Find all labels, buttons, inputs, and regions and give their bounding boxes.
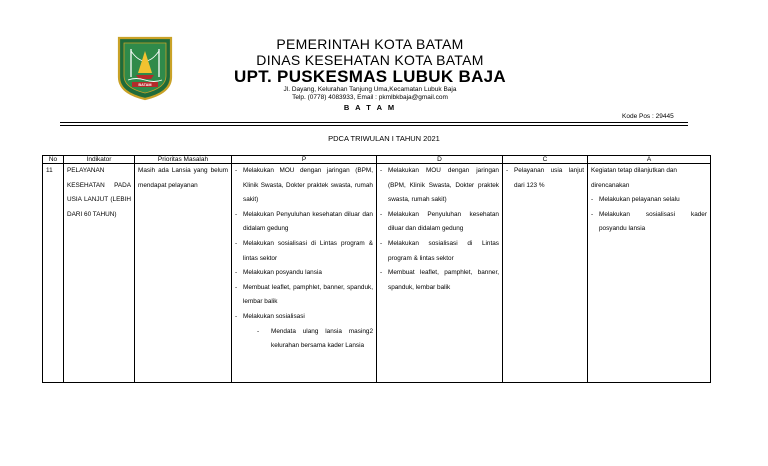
do-item: - Melakukan sosialisasi di Lintas program & lintas sektor	[380, 237, 499, 266]
document-title: PDCA TRIWULAN I TAHUN 2021	[328, 134, 440, 143]
header-institution: UPT. PUSKESMAS LUBUK BAJA	[234, 67, 506, 86]
do-item: - Melakukan MOU dengan jaringan (BPM, Klinik Swasta, Dokter praktek swasta, rumah sakit)	[380, 164, 499, 208]
cell-prioritas: Masih ada Lansia yang belum mendapat pelayanan	[135, 164, 232, 383]
cell-plan	[232, 164, 377, 383]
act-item: - Melakukan pelayanan selalu	[591, 193, 707, 208]
plan-item	[235, 310, 373, 354]
header-act: A	[588, 156, 711, 164]
pdca-table	[42, 155, 711, 383]
do-list	[380, 164, 499, 295]
plan-item-label: Melakukan sosialisasi	[243, 312, 305, 320]
plan-item: - Melakukan Penyuluhan kesehatan diluar dan didalam gedung	[235, 208, 373, 237]
cell-no: 11	[43, 164, 64, 383]
act-list	[591, 193, 707, 237]
act-item: - Melakukan sosialisasi kader posyandu lansia	[591, 208, 707, 237]
header-divider-thin	[60, 125, 688, 126]
header-contact: Telp. (0778) 4083933, Email : pkmlbkbaja@gmail.com	[292, 94, 448, 101]
plan-list	[235, 164, 373, 354]
cell-do	[377, 164, 503, 383]
plan-item: - Membuat leaflet, pamphlet, banner, spanduk, lembar balik	[235, 281, 373, 310]
cell-check	[503, 164, 588, 383]
header-city: B A T A M	[343, 103, 397, 112]
check-item: - Pelayanan usia lanjut dari 123 %	[506, 164, 584, 193]
plan-item: - Melakukan sosialisasi di Lintas program & lintas sektor	[235, 237, 373, 266]
header-department: DINAS KESEHATAN KOTA BATAM	[256, 52, 484, 68]
table-header-row	[43, 156, 711, 164]
cell-act	[588, 164, 711, 383]
header-check: C	[503, 156, 588, 164]
plan-sub-list	[243, 325, 373, 354]
header-divider-thick	[60, 122, 688, 123]
table-row	[43, 164, 711, 383]
header-address: Jl. Dayang, Kelurahan Tanjung Uma,Kecamatan Lubuk Baja	[283, 86, 457, 93]
do-item: - Melakukan Penyuluhan kesehatan diluar dan didalam gedung	[380, 208, 499, 237]
batam-city-emblem	[116, 35, 174, 101]
postal-code: Kode Pos : 29445	[622, 113, 674, 120]
plan-sub-item: - Mendata ulang lansia masing2 kelurahan bersama kader Lansia	[253, 325, 373, 354]
check-list	[506, 164, 584, 193]
cell-indikator: PELAYANAN KESEHATAN PADA USIA LANJUT (LEBIH DARI 60 TAHUN)	[64, 164, 135, 383]
header-prioritas: Prioritas Masalah	[135, 156, 232, 164]
act-intro: Kegiatan tetap dilanjutkan dan direncanakan	[591, 167, 677, 189]
plan-item: - Melakukan MOU dengan jaringan (BPM, Klinik Swasta, Dokter praktek swasta, rumah sakit)	[235, 164, 373, 208]
header-do: D	[377, 156, 503, 164]
do-item: - Membuat leaflet, pamphlet, banner, spanduk, lembar balik	[380, 266, 499, 295]
header-plan: P	[232, 156, 377, 164]
header-government: PEMERINTAH KOTA BATAM	[276, 36, 464, 52]
header-no: No	[43, 156, 64, 164]
header-indikator: Indikator	[64, 156, 135, 164]
plan-item: - Melakukan posyandu lansia	[235, 266, 373, 281]
logo-text: BATAM	[138, 83, 152, 87]
